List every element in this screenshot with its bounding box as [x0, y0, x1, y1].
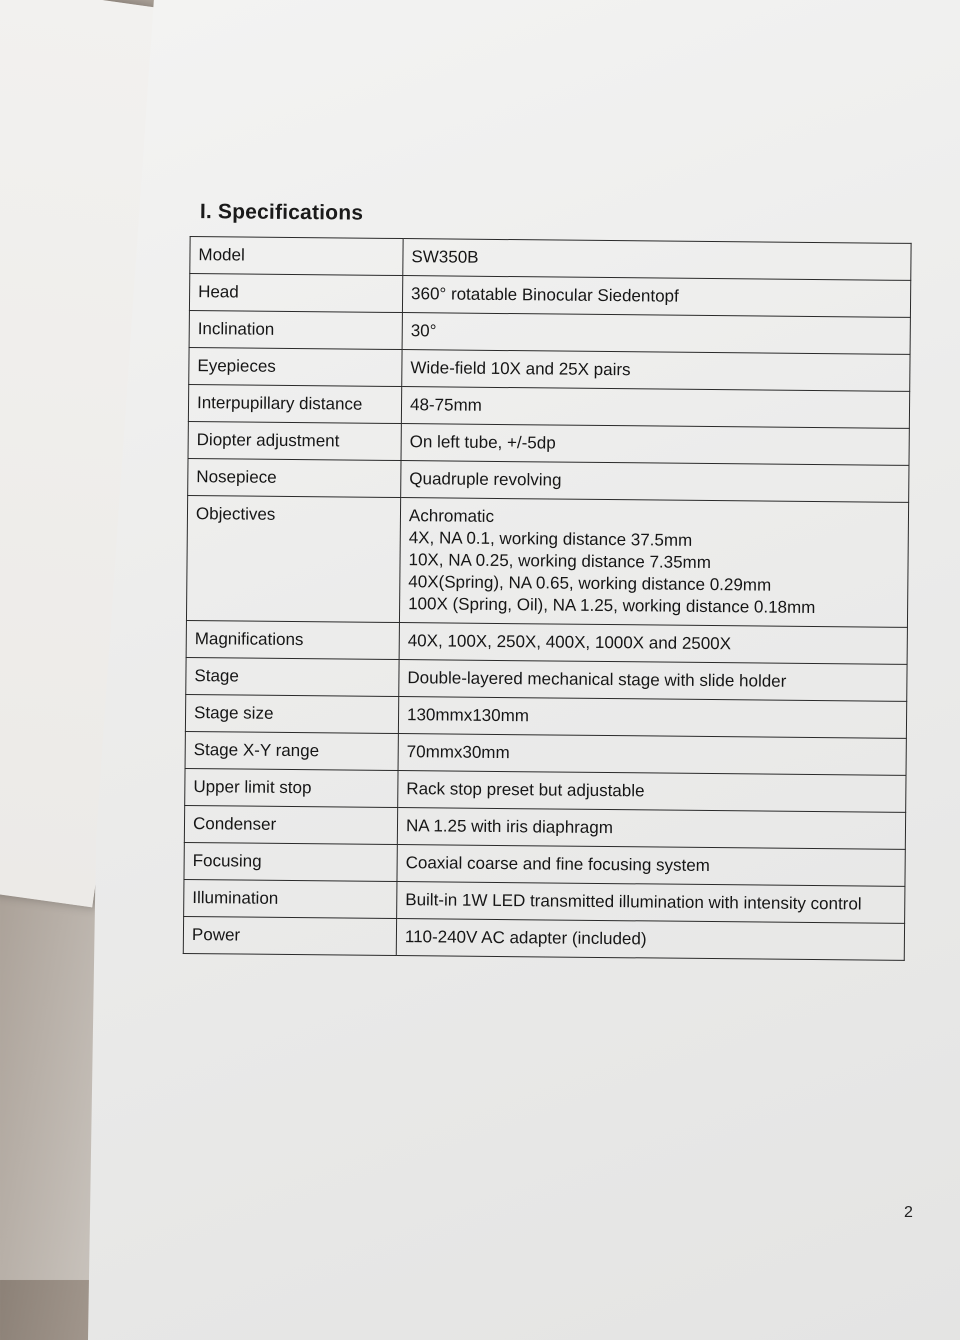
- spec-value: [402, 313, 910, 355]
- spec-value-line: Built-in 1W LED transmitted illumination with intensity control: [405, 890, 862, 914]
- spec-label: Magnifications: [186, 620, 399, 659]
- spec-value-line: 40X(Spring), NA 0.65, working distance 0.29mm: [408, 572, 772, 595]
- spec-label: Upper limit stop: [185, 768, 398, 807]
- table-row: [183, 916, 904, 960]
- spec-label: Stage: [186, 657, 399, 696]
- spec-value-line: 30°: [410, 321, 437, 341]
- spec-label: Stage size: [185, 694, 398, 733]
- section-title: I. Specifications: [199, 200, 364, 225]
- spec-value: [399, 623, 907, 665]
- spec-value-line: 48-75mm: [409, 395, 482, 415]
- page-number: 2: [904, 1204, 913, 1221]
- spec-label: Illumination: [184, 879, 397, 918]
- spec-value-line: 70mmx30mm: [406, 742, 510, 763]
- table-row: [186, 495, 908, 627]
- spec-value: [398, 697, 906, 739]
- spec-value-line: NA 1.25 with iris diaphragm: [405, 816, 614, 838]
- spec-value: [402, 350, 910, 392]
- spec-label: Focusing: [184, 842, 397, 881]
- spec-value: [397, 845, 905, 887]
- specifications-table: [183, 236, 912, 961]
- spec-label: Condenser: [184, 805, 397, 844]
- spec-label: Power: [183, 916, 396, 955]
- spec-label: Stage X-Y range: [185, 731, 398, 770]
- spec-value: [396, 919, 904, 961]
- spec-value-line: Quadruple revolving: [409, 469, 562, 490]
- spec-value-line: Achromatic: [408, 506, 495, 526]
- spec-label: Objectives: [186, 495, 400, 622]
- spec-value: [402, 276, 910, 318]
- spec-label: Inclination: [189, 310, 402, 349]
- spec-value: [401, 461, 909, 503]
- spec-label: Model: [190, 237, 403, 276]
- spec-value: [401, 387, 909, 429]
- spec-value: [403, 239, 911, 281]
- spec-value: [399, 660, 907, 702]
- spec-value-line: 130mmx130mm: [406, 705, 530, 726]
- spec-value-line: Rack stop preset but adjustable: [406, 779, 645, 801]
- spec-value: [397, 882, 905, 924]
- spec-label: Eyepieces: [189, 347, 402, 386]
- specifications-section: [183, 200, 920, 961]
- spec-value-line: 360° rotatable Binocular Siedentopf: [411, 284, 679, 306]
- spec-label: Nosepiece: [188, 458, 401, 497]
- spec-label: Interpupillary distance: [188, 384, 401, 423]
- specifications-table-body: [183, 237, 911, 961]
- spec-value-line: Coaxial coarse and fine focusing system: [405, 853, 710, 876]
- spec-value-line: Double-layered mechanical stage with slide holder: [407, 668, 787, 691]
- spec-value-line: 110-240V AC adapter (included): [404, 927, 647, 949]
- spec-value: [401, 424, 909, 466]
- spec-value: [397, 808, 905, 850]
- spec-label: Head: [189, 274, 402, 313]
- spec-value: [399, 498, 908, 628]
- spec-value-line: Wide-field 10X and 25X pairs: [410, 358, 631, 380]
- spec-value-line: SW350B: [411, 247, 479, 267]
- spec-value-line: 40X, 100X, 250X, 400X, 1000X and 2500X: [407, 631, 732, 654]
- spec-value: [398, 771, 906, 813]
- spec-label: Diopter adjustment: [188, 421, 401, 460]
- spec-value-line: 10X, NA 0.25, working distance 7.35mm: [408, 550, 712, 573]
- spec-value-line: 100X (Spring, Oil), NA 1.25, working distance 0.18mm: [408, 594, 816, 618]
- spec-value-line: 4X, NA 0.1, working distance 37.5mm: [408, 528, 693, 550]
- spec-value: [398, 734, 906, 776]
- spec-value-line: On left tube, +/-5dp: [409, 432, 556, 453]
